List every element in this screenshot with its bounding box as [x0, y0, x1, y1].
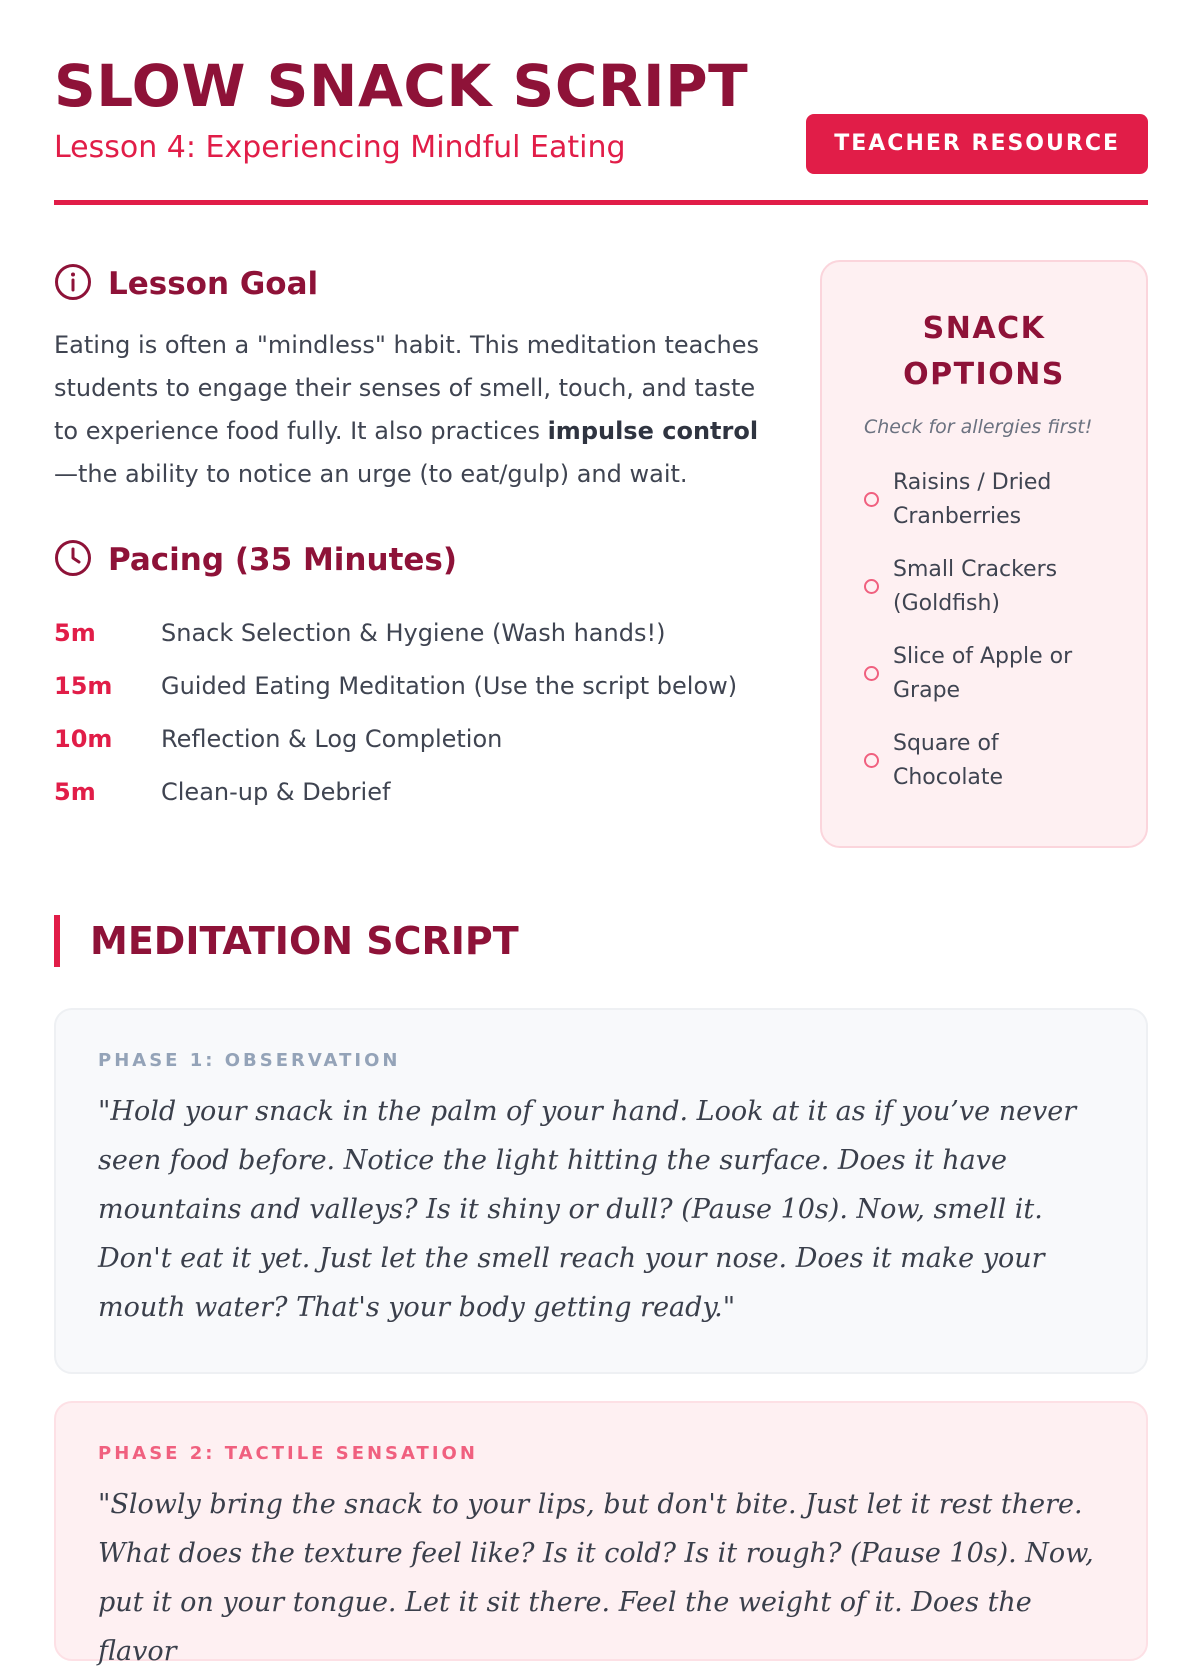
- goal-text-start: Eating is often a "mindless" habit. This meditation teaches students to engage their senses of smell, touch, and taste to experience food fully. It also practices: [54, 331, 760, 445]
- pacing-row: [54, 606, 774, 659]
- pacing-activity: Snack Selection & Hygiene (Wash hands!): [161, 618, 666, 647]
- lesson-overview: [54, 260, 774, 818]
- lesson-goal-title: Lesson Goal: [108, 266, 319, 302]
- pacing-time: 15m: [54, 671, 113, 700]
- pacing-activity: Reflection & Log Completion: [161, 724, 503, 753]
- lesson-goal-text: [54, 324, 774, 496]
- snack-option-label: Square of Chocolate: [893, 730, 1004, 790]
- pacing-heading: [54, 536, 774, 584]
- meditation-script-heading: [54, 915, 519, 967]
- page-header: [54, 52, 1148, 208]
- snack-option-label: Raisins / Dried Cranberries: [893, 469, 1052, 529]
- snack-options-title: SNACK OPTIONS: [903, 311, 1065, 392]
- snack-options-list: [822, 456, 1146, 804]
- page-title: SLOW SNACK SCRIPT: [54, 52, 749, 120]
- allergy-note: Check for allergies first!: [864, 416, 1093, 438]
- snack-option[interactable]: [864, 630, 1122, 717]
- goal-text-end: —the ability to notice an urge (to eat/gulp) and wait.: [54, 460, 688, 488]
- pacing-row: [54, 712, 774, 765]
- pacing-time: 5m: [54, 618, 96, 647]
- pacing-row: [54, 765, 774, 818]
- snack-option-label: Slice of Apple or Grape: [893, 643, 1073, 703]
- pacing-title: Pacing (35 Minutes): [108, 542, 458, 578]
- phase-card-observation: [54, 1008, 1148, 1374]
- snack-option[interactable]: [864, 543, 1122, 630]
- snack-option[interactable]: [864, 456, 1122, 543]
- checkbox-circle-icon[interactable]: [864, 666, 879, 681]
- pacing-activity: Clean-up & Debrief: [161, 777, 391, 806]
- teacher-resource-badge: TEACHER RESOURCE: [806, 114, 1148, 174]
- header-divider: [54, 200, 1148, 205]
- phase-label: PHASE 1: OBSERVATION: [98, 1050, 401, 1071]
- info-icon: [54, 263, 92, 305]
- pacing-row: [54, 659, 774, 712]
- snack-option[interactable]: [864, 717, 1122, 804]
- phase-label: PHASE 2: TACTILE SENSATION: [98, 1443, 478, 1464]
- snack-options-card: [820, 260, 1148, 848]
- clock-icon: [54, 539, 92, 581]
- page-subtitle: Lesson 4: Experiencing Mindful Eating: [54, 130, 626, 165]
- checkbox-circle-icon[interactable]: [864, 579, 879, 594]
- snack-option-label: Small Crackers (Goldfish): [893, 556, 1058, 616]
- checkbox-circle-icon[interactable]: [864, 492, 879, 507]
- pacing-activity: Guided Eating Meditation (Use the script below): [161, 671, 738, 700]
- phase-script-text: "Hold your snack in the palm of your hand. Look at it as if you’ve never seen food before. Notice the light hitting the surface. Does it have mountains and valleys? Is it shiny or dull? (Pause 10s). Now, smell it. Don't eat it yet. Just let the smell reach your nose. Does it make your mouth water? That's your body getting ready.": [98, 1096, 1077, 1323]
- phase-script-text: "Slowly bring the snack to your lips, but don't bite. Just let it rest there. What does the texture feel like? Is it cold? Is it rough? (Pause 10s). Now, put it on your tongue. Let it sit there. Feel the weight of it. Does the flavor: [98, 1489, 1094, 1667]
- phase-card-tactile: [54, 1401, 1148, 1667]
- pacing-time: 10m: [54, 724, 113, 753]
- meditation-script-title: MEDITATION SCRIPT: [90, 919, 519, 963]
- pacing-list: [54, 606, 774, 818]
- heading-accent-bar: [54, 915, 60, 967]
- checkbox-circle-icon[interactable]: [864, 753, 879, 768]
- lesson-goal-heading: [54, 260, 774, 308]
- pacing-time: 5m: [54, 777, 96, 806]
- goal-text-emphasis: impulse control: [547, 417, 759, 445]
